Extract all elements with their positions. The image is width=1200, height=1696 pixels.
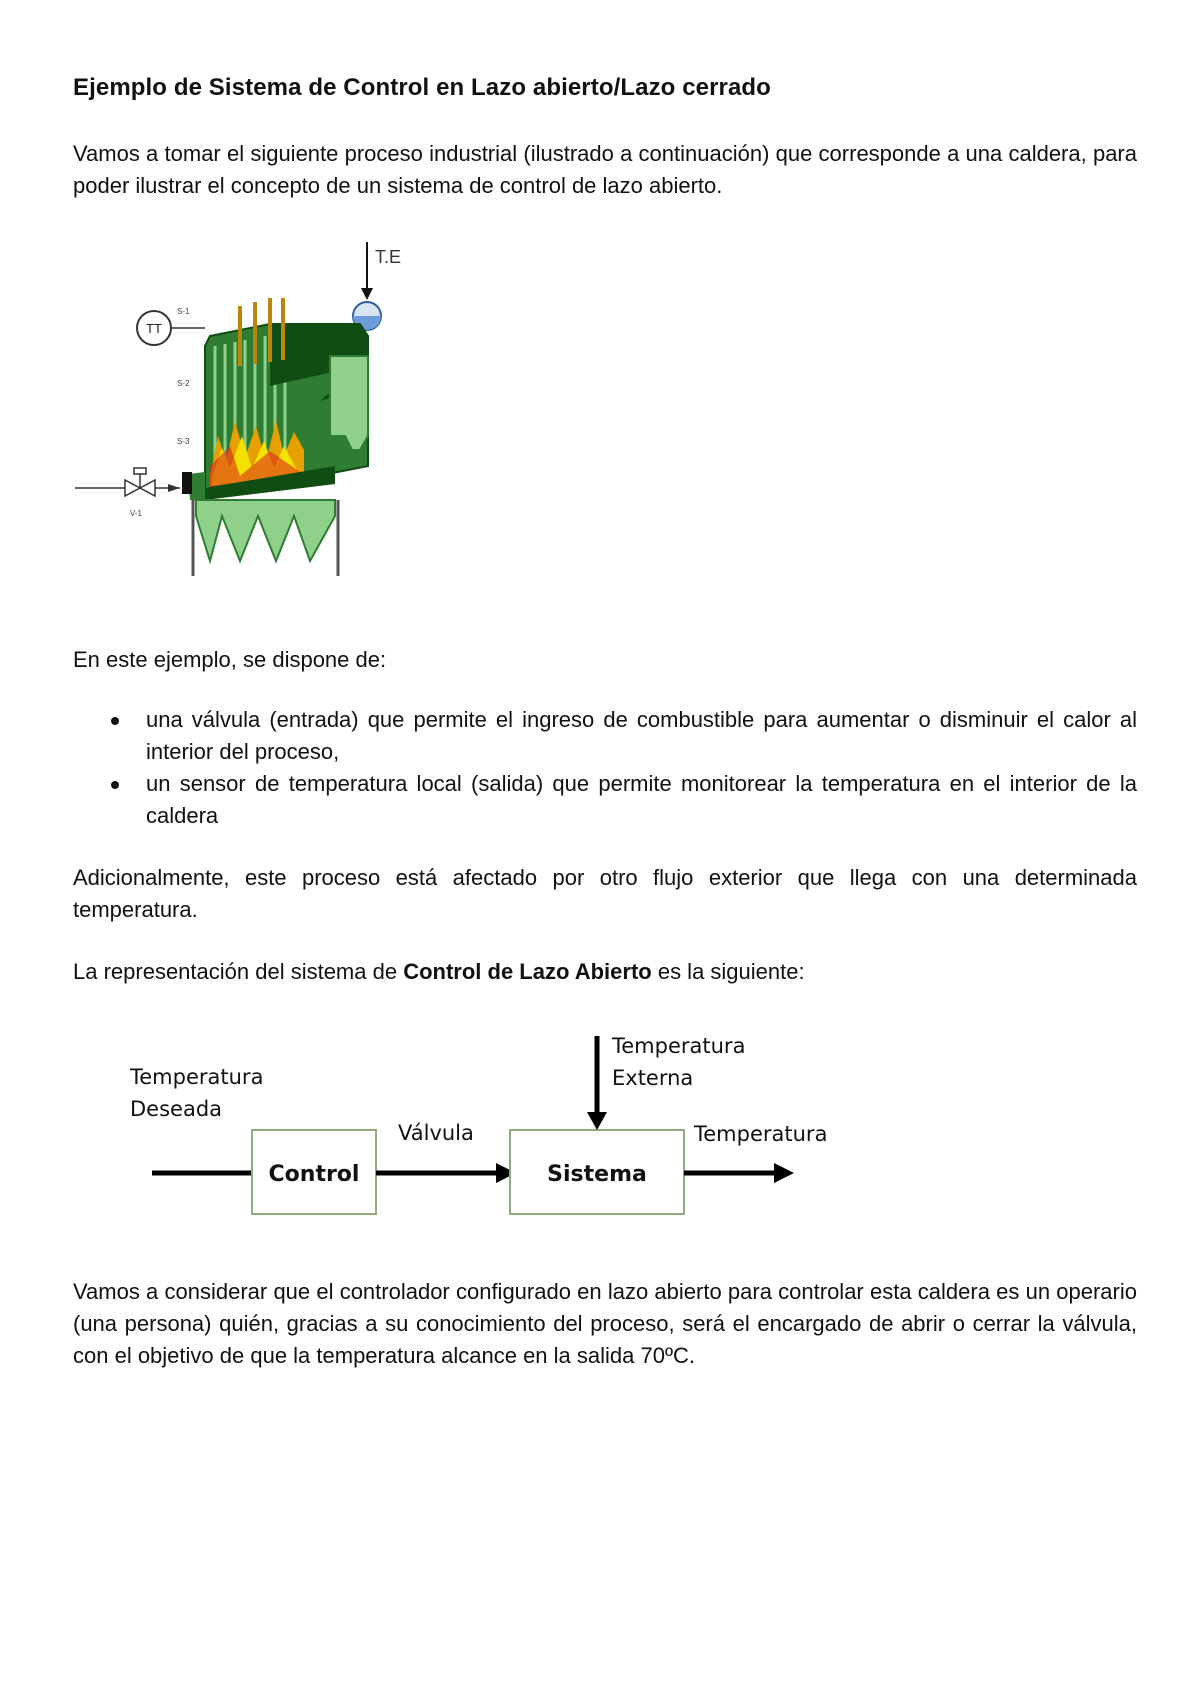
output-label: Temperatura bbox=[694, 1122, 828, 1146]
valve-actuator bbox=[134, 468, 146, 474]
representation-paragraph bbox=[73, 956, 1137, 988]
bullet-dot bbox=[111, 781, 119, 789]
list-item bbox=[73, 704, 1137, 768]
disturbance-arrowhead bbox=[587, 1112, 607, 1130]
example-lead: En este ejemplo, se dispone de: bbox=[73, 647, 387, 672]
valve-signal-label: Válvula bbox=[398, 1121, 474, 1145]
output-arrowhead bbox=[774, 1163, 794, 1183]
economizer bbox=[330, 356, 368, 450]
block-diagram bbox=[120, 1030, 860, 1230]
external-temp-arrowhead bbox=[361, 288, 373, 300]
sensor-label-2: S-2 bbox=[177, 379, 190, 388]
representation-bold: Control de Lazo Abierto bbox=[403, 959, 652, 984]
conclusion-paragraph: Vamos a considerar que el controlador configurado en lazo abierto para controlar esta caldera es un operario (una persona) quién, gracias a su conocimiento del proceso, será el encargado de abrir o cerrar la válvula, con el objetivo de que la temperatura alcance en la salida 70ºC. bbox=[73, 1279, 1137, 1368]
valve-right bbox=[140, 480, 155, 496]
sensor-label-1: S-1 bbox=[177, 307, 190, 316]
input-label-line1: Temperatura bbox=[130, 1065, 264, 1089]
disturbance-label-line1: Temperatura bbox=[612, 1034, 746, 1058]
external-temp-label: T.E bbox=[375, 247, 402, 267]
input-label-line2: Deseada bbox=[130, 1097, 223, 1121]
valve-left bbox=[125, 480, 140, 496]
sensor-label-3: S-3 bbox=[177, 437, 190, 446]
bullet-text: un sensor de temperatura local (salida) que permite monitorear la temperatura en el interior de la caldera bbox=[146, 771, 1137, 828]
list-item bbox=[73, 768, 1137, 832]
fuel-line-arrowhead bbox=[168, 484, 180, 492]
representation-prefix: La representación del sistema de bbox=[73, 959, 404, 984]
valve-label: V-1 bbox=[130, 509, 143, 518]
bullet-text: una válvula (entrada) que permite el ingreso de combustible para aumentar o disminuir el calor al interior del proceso, bbox=[146, 707, 1137, 764]
system-block-label: Sistema bbox=[547, 1162, 647, 1187]
control-block-label: Control bbox=[268, 1162, 360, 1187]
intro-paragraph: Vamos a tomar el siguiente proceso industrial (ilustrado a continuación) que corresponde a una caldera, para poder ilustrar el concepto de un sistema de control de lazo abierto. bbox=[73, 141, 1137, 198]
page-title: Ejemplo de Sistema de Control en Lazo abierto/Lazo cerrado bbox=[73, 74, 771, 101]
representation-suffix: es la siguiente: bbox=[651, 959, 805, 984]
transmitter-label: TT bbox=[146, 321, 162, 336]
bullet-dot bbox=[111, 717, 119, 725]
boiler-diagram bbox=[70, 236, 410, 596]
bullet-list bbox=[73, 704, 1137, 832]
burner-block bbox=[182, 472, 192, 494]
ash-hoppers bbox=[196, 500, 335, 561]
disturbance-label-line2: Externa bbox=[612, 1066, 694, 1090]
additional-paragraph: Adicionalmente, este proceso está afectado por otro flujo exterior que llega con una determinada temperatura. bbox=[73, 865, 1137, 922]
